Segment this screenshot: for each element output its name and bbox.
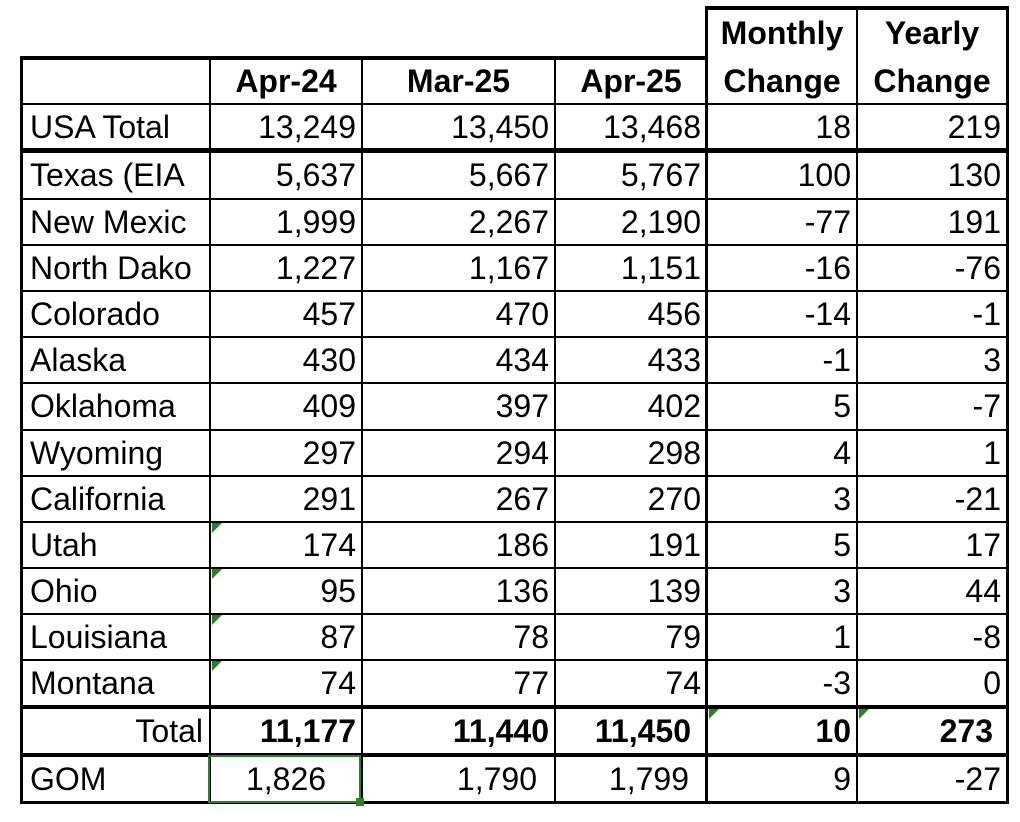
table-cell[interactable]: 18 (815, 109, 851, 145)
grid-line (1006, 6, 1009, 804)
grid-line (20, 148, 1009, 153)
grid-line (361, 56, 363, 804)
table-cell[interactable]: 2,267 (468, 203, 549, 240)
grid-line (856, 6, 858, 804)
table-cell[interactable]: 77 (513, 664, 549, 701)
grid-line (20, 336, 1009, 338)
table-cell[interactable]: 5 (833, 388, 851, 424)
selected-cell-outline[interactable] (208, 755, 361, 803)
table-cell[interactable]: 191 (947, 203, 1001, 240)
row-label-cell[interactable]: Alaska (30, 341, 127, 378)
row-label-cell[interactable]: Ohio (30, 572, 98, 609)
grid-line (20, 475, 1009, 477)
table-cell[interactable]: -1 (972, 295, 1001, 332)
table-cell[interactable]: 174 (302, 526, 356, 563)
grid-line (20, 290, 1009, 292)
header-yearly-change[interactable]: Change (873, 63, 991, 99)
row-label-cell[interactable]: California (30, 480, 166, 517)
row-label-cell[interactable]: Louisiana (30, 618, 167, 655)
table-cell[interactable]: 5,667 (468, 157, 549, 193)
error-indicator-icon (212, 569, 222, 579)
row-label-cell[interactable]: New Mexic (30, 203, 187, 240)
error-indicator-icon (859, 709, 869, 719)
table-cell[interactable]: 11,177 (259, 712, 356, 749)
table-cell[interactable]: 2,190 (620, 203, 701, 240)
table-cell[interactable]: 1,826 (245, 760, 327, 797)
fill-handle[interactable] (356, 798, 364, 806)
table-cell[interactable]: 95 (320, 572, 356, 609)
table-cell[interactable]: 434 (495, 341, 549, 378)
table-cell[interactable]: 139 (647, 572, 701, 609)
header-yearly[interactable]: Yearly (884, 15, 980, 51)
grid-line (20, 567, 1009, 569)
row-label-cell[interactable]: Texas (EIA (30, 157, 185, 193)
row-label-cell[interactable]: North Dako (30, 249, 192, 286)
table-cell[interactable]: 44 (965, 572, 1001, 609)
header-apr-25[interactable]: Apr-25 (580, 63, 682, 99)
table-cell[interactable]: 13,450 (451, 109, 549, 145)
table-cell[interactable]: 5,767 (620, 157, 701, 193)
table-cell[interactable]: 1 (833, 618, 851, 655)
table-cell[interactable]: 13,468 (603, 109, 701, 145)
grid-line (20, 382, 1009, 384)
table-cell[interactable]: 130 (947, 157, 1001, 193)
grid-line (20, 244, 1009, 246)
table-cell[interactable]: 291 (302, 480, 356, 517)
table-cell[interactable]: 298 (647, 434, 701, 471)
table-cell[interactable]: 273 (939, 712, 993, 749)
table-cell[interactable]: -1 (822, 341, 851, 378)
grid-line (20, 429, 1009, 431)
table-cell[interactable]: 3 (833, 480, 851, 517)
grid-line (705, 6, 708, 804)
table-cell[interactable]: -27 (954, 760, 1001, 797)
grid-line (20, 521, 1009, 523)
row-label-cell[interactable]: Wyoming (30, 434, 164, 471)
grid-line (20, 103, 1009, 105)
grid-line (20, 198, 1009, 200)
table-cell[interactable]: -21 (954, 480, 1001, 517)
error-indicator-icon (709, 709, 719, 719)
error-indicator-icon (212, 523, 222, 533)
table-cell[interactable]: 1,167 (468, 249, 549, 286)
table-cell[interactable]: -77 (804, 203, 851, 240)
table-cell[interactable]: 17 (965, 526, 1001, 563)
table-cell[interactable]: 100 (797, 157, 851, 193)
table-cell[interactable]: 267 (495, 480, 549, 517)
table-cell[interactable]: 297 (302, 434, 356, 471)
table-cell[interactable]: 219 (947, 109, 1001, 145)
table-cell[interactable]: 79 (665, 618, 701, 655)
table-cell[interactable]: 270 (647, 480, 701, 517)
row-label-cell[interactable]: Utah (30, 526, 98, 563)
table-cell[interactable]: 0 (983, 664, 1001, 701)
row-label-cell[interactable]: Total (135, 712, 203, 749)
table-cell[interactable]: 10 (815, 712, 851, 749)
header-monthly[interactable]: Monthly (720, 15, 844, 51)
table-cell[interactable]: 11,440 (452, 712, 549, 749)
table-cell[interactable]: 397 (495, 388, 549, 424)
table-cell[interactable]: 4 (833, 434, 851, 471)
row-label-cell[interactable]: USA Total (30, 109, 170, 145)
row-label-cell[interactable]: Colorado (30, 295, 160, 332)
table-cell[interactable]: 186 (495, 526, 549, 563)
table-cell[interactable]: 1,151 (620, 249, 701, 286)
table-cell[interactable]: 456 (647, 295, 701, 332)
table-cell[interactable]: 3 (983, 341, 1001, 378)
grid-line (554, 56, 556, 804)
table-cell[interactable]: 409 (302, 388, 356, 424)
grid-line (20, 753, 1009, 757)
table-cell[interactable]: 78 (513, 618, 549, 655)
table-cell[interactable]: -3 (822, 664, 851, 701)
header-apr-24[interactable]: Apr-24 (235, 63, 337, 99)
table-cell[interactable]: 294 (495, 434, 549, 471)
error-indicator-icon (212, 661, 222, 671)
table-cell[interactable]: 136 (495, 572, 549, 609)
table-cell[interactable]: 9 (833, 760, 851, 797)
header-monthly-change[interactable]: Change (723, 63, 841, 99)
row-label-cell[interactable]: Oklahoma (30, 388, 176, 424)
table-cell[interactable]: 191 (647, 526, 701, 563)
table-cell[interactable]: 457 (302, 295, 356, 332)
table-cell[interactable]: 1,799 (608, 760, 689, 797)
row-label-cell[interactable]: Montana (30, 664, 155, 701)
table-cell[interactable]: 402 (647, 388, 701, 424)
table-cell[interactable]: -8 (972, 618, 1001, 655)
table-cell[interactable]: -14 (804, 295, 851, 332)
table-cell[interactable]: 1,790 (456, 760, 537, 797)
table-cell[interactable]: 433 (647, 341, 701, 378)
grid-line (20, 613, 1009, 615)
table-cell[interactable]: 1,999 (275, 203, 356, 240)
table-cell[interactable]: 87 (320, 618, 356, 655)
table-cell[interactable]: 11,450 (594, 712, 691, 749)
table-cell[interactable]: -76 (954, 249, 1001, 286)
table-cell[interactable]: 3 (833, 572, 851, 609)
header-mar-25[interactable]: Mar-25 (406, 63, 511, 99)
table-cell[interactable]: 430 (302, 341, 356, 378)
table-cell[interactable]: 5 (833, 526, 851, 563)
table-cell[interactable]: 1,227 (275, 249, 356, 286)
grid-line (20, 801, 1009, 804)
table-cell[interactable]: 74 (320, 664, 356, 701)
table-cell[interactable]: -7 (972, 388, 1001, 424)
grid-line (20, 56, 707, 60)
error-indicator-icon (212, 615, 222, 625)
grid-line (209, 56, 211, 804)
grid-line (20, 659, 1009, 661)
table-cell[interactable]: 74 (665, 664, 701, 701)
table-cell[interactable]: 5,637 (275, 157, 356, 193)
table-cell[interactable]: 13,249 (258, 109, 356, 145)
table-cell[interactable]: -16 (804, 249, 851, 286)
row-label-cell[interactable]: GOM (30, 760, 107, 797)
table-cell[interactable]: 1 (983, 434, 1001, 471)
table-cell[interactable]: 470 (495, 295, 549, 332)
grid-line (20, 56, 23, 804)
